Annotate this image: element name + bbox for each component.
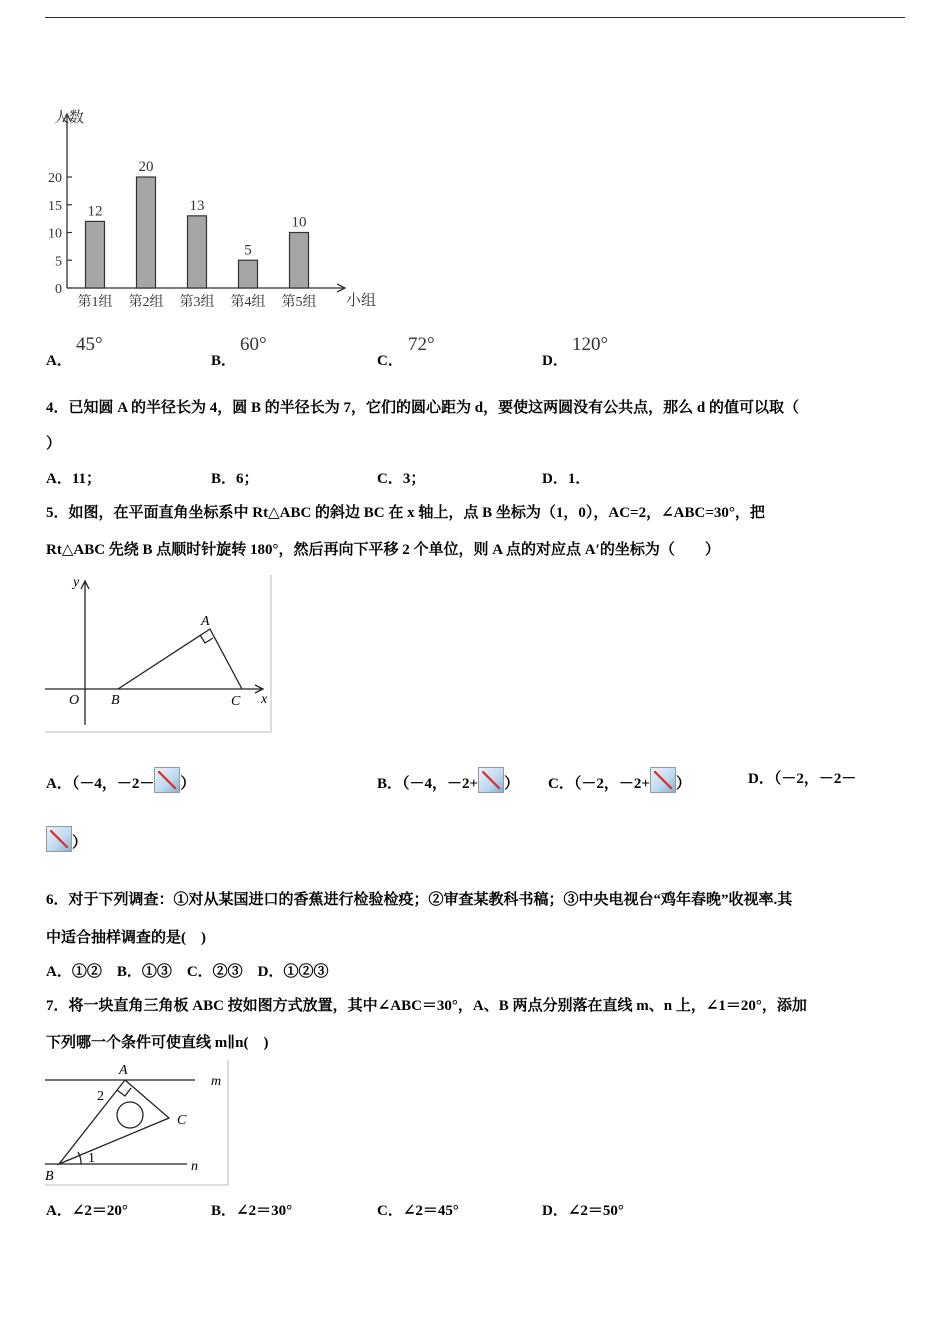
y-tick-label: 0 (55, 282, 62, 297)
q4-line2: ） (46, 436, 62, 452)
x-axis-label: 小组 (346, 293, 377, 309)
broken-image-icon (46, 826, 72, 852)
bar-5 (290, 233, 309, 289)
q5-option-b[interactable]: B．（－4，－2+ ） (377, 767, 519, 793)
q3-option-b-value: 60° (240, 334, 267, 355)
q3-option-d-value: 120° (572, 334, 609, 355)
bar-4 (239, 260, 258, 288)
q3-option-a-value: 45° (76, 334, 103, 355)
q3-option-b[interactable]: B． (211, 353, 237, 369)
triangle-hole (117, 1102, 143, 1128)
y-tick-label: 20 (48, 171, 62, 186)
bar-2 (137, 177, 156, 288)
category-label: 第4组 (230, 295, 266, 310)
line-n-label: n (191, 1159, 198, 1174)
angle-1-arc (78, 1152, 81, 1164)
q7-option-b[interactable]: B．∠2＝30° (211, 1203, 293, 1219)
y-tick-label: 10 (48, 226, 62, 242)
q5-option-d-text[interactable]: D．（－2，－2－ (748, 771, 857, 787)
point-a-label: A (119, 1063, 128, 1078)
q7-line1: 7．将一块直角三角板 ABC 按如图方式放置，其中∠ABC＝30°，A、B 两点分别落在直线 m、n 上，∠1＝20°，添加 (46, 998, 807, 1014)
category-label: 第5组 (281, 295, 317, 310)
q5-option-c[interactable]: C．（－2，－2+ ） (548, 767, 691, 793)
q5-option-a[interactable]: A．（－4，－2－ ） (46, 767, 195, 793)
q5-line1: 5．如图，在平面直角坐标系中 Rt△ABC 的斜边 BC 在 x 轴上，点 B 坐标为（1，0），AC=2，∠ABC=30°，把 (46, 505, 765, 521)
q6-options[interactable]: A．①② B．①③ C．②③ D．①②③ (46, 964, 329, 980)
q7-figure (45, 1060, 230, 1186)
y-tick-label: 15 (48, 198, 62, 214)
q4-option-a[interactable]: A．11； (46, 471, 102, 487)
line-m-label: m (211, 1074, 222, 1089)
y-label: y (73, 575, 80, 590)
q3-option-c[interactable]: C． (377, 353, 403, 369)
q6-line2: 中适合抽样调查的是( ) (46, 930, 206, 946)
bar-value-label: 20 (138, 159, 154, 175)
triangle-abc (59, 1080, 169, 1164)
q5-line2: Rt△ABC 先绕 B 点顺时针旋转 180°，然后再向下平移 2 个单位，则 A 点的对应点 A′的坐标为（ ） (46, 542, 720, 558)
q5-figure (45, 575, 273, 733)
point-b-label: B (45, 1169, 54, 1184)
bar-1 (86, 221, 105, 288)
q3-option-c-value: 72° (408, 334, 435, 355)
bar-value-label: 12 (87, 203, 103, 220)
angle-1-label: 1 (88, 1151, 95, 1166)
category-label: 第3组 (179, 295, 215, 310)
y-axis-label: 人数 (54, 110, 85, 126)
q4-line1: 4．已知圆 A 的半径长为 4，圆 B 的半径长为 7，它们的圆心距为 d，要使这两圆没有公共点，那么 d 的值可以取（ (46, 400, 799, 416)
q7-option-c[interactable]: C．∠2＝45° (377, 1203, 459, 1219)
bar-3 (188, 216, 207, 288)
q3-option-d[interactable]: D． (542, 353, 568, 369)
right-angle-mark (117, 1088, 131, 1096)
top-rule (45, 17, 905, 18)
q4-option-b[interactable]: B．6； (211, 471, 259, 487)
category-label: 第1组 (77, 295, 113, 310)
q4-option-d[interactable]: D．1． (542, 471, 591, 487)
right-angle-mark (200, 635, 213, 643)
triangle-abc (118, 629, 242, 689)
bar-chart (40, 100, 390, 315)
origin-label: O (69, 693, 80, 708)
broken-image-icon (154, 767, 180, 793)
category-label: 第2组 (128, 295, 164, 310)
broken-image-icon (478, 767, 504, 793)
angle-2-label: 2 (97, 1089, 104, 1104)
broken-image-icon (650, 767, 676, 793)
q3-option-a[interactable]: A． (46, 353, 72, 369)
bar-value-label: 5 (244, 242, 252, 259)
q7-line2: 下列哪一个条件可使直线 m∥n( ) (46, 1035, 269, 1051)
bar-value-label: 13 (189, 197, 205, 214)
y-tick-label: 5 (55, 254, 62, 270)
q6-line1: 6．对于下列调查：①对从某国进口的香蕉进行检验检疫；②审查某教科书稿；③中央电视台“鸡年春晚”收视率.其 (46, 892, 793, 908)
point-c-label: C (177, 1113, 187, 1128)
x-label: x (261, 692, 268, 707)
q7-option-a[interactable]: A．∠2＝20° (46, 1203, 128, 1219)
point-b-label: B (111, 693, 120, 708)
point-a-label: A (201, 614, 210, 629)
point-c-label: C (231, 694, 241, 709)
q7-option-d[interactable]: D．∠2＝50° (542, 1203, 624, 1219)
q4-option-c[interactable]: C．3； (377, 471, 426, 487)
bar-value-label: 10 (291, 214, 307, 231)
q5-option-d-cont[interactable]: ） (46, 826, 87, 852)
